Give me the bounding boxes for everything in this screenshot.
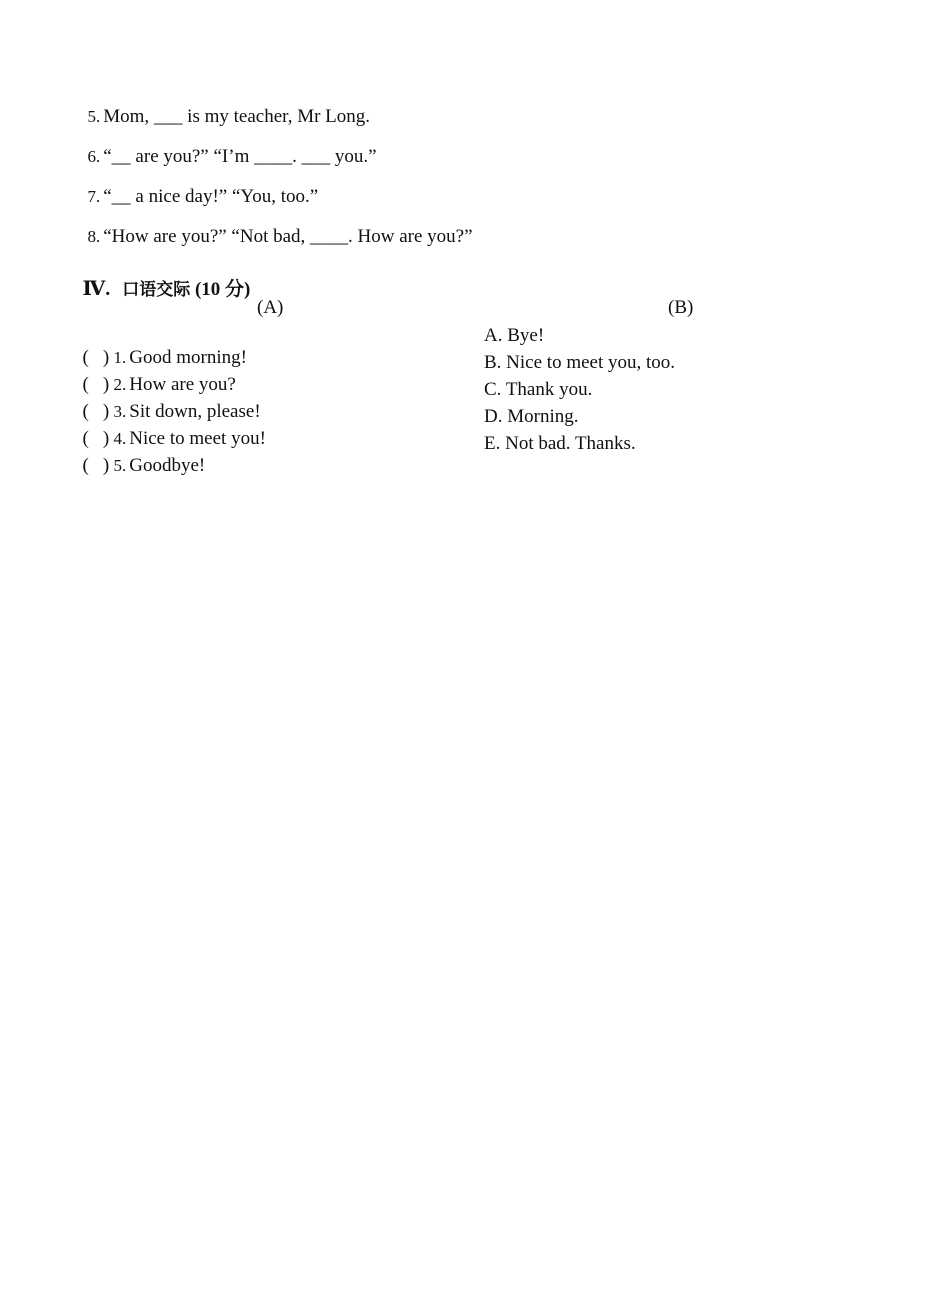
question-text: “How are you?” “Not bad, ____. How are you?”	[103, 226, 473, 247]
item-number: 5.	[113, 456, 127, 475]
match-b-item-b: B. Nice to meet you, too.	[484, 352, 676, 373]
item-text: Good morning!	[129, 347, 247, 368]
question-6	[78, 124, 377, 168]
section-name: 口语交际	[122, 280, 191, 300]
paren-open: (	[82, 428, 89, 449]
paren-open: (	[82, 374, 89, 395]
question-number: 8.	[87, 227, 101, 246]
question-number: 7.	[87, 187, 101, 206]
question-text: “__ are you?” “I’m ____. ___ you.”	[103, 146, 377, 167]
paren-close: )	[102, 455, 110, 476]
item-text: Goodbye!	[129, 455, 206, 476]
section-title	[73, 256, 250, 301]
paren-close: )	[102, 347, 110, 368]
match-b-item-c: C. Thank you.	[484, 379, 593, 400]
item-number: 3.	[113, 402, 127, 421]
item-text: How are you?	[129, 374, 236, 395]
item-number: 1.	[113, 348, 127, 367]
item-number: 4.	[113, 429, 127, 448]
question-8	[78, 204, 473, 248]
paren-open: (	[82, 347, 89, 368]
paren-close: )	[102, 374, 110, 395]
question-5	[78, 84, 370, 128]
match-b-item-d: D. Morning.	[484, 406, 579, 427]
section-score: (10 分)	[194, 279, 251, 300]
question-number: 6.	[87, 147, 101, 166]
paren-close: )	[102, 428, 110, 449]
column-b-header: (B)	[668, 297, 694, 318]
question-7	[78, 164, 318, 208]
paren-close: )	[102, 401, 110, 422]
match-a-item-5	[73, 433, 205, 477]
question-number: 5.	[87, 107, 101, 126]
item-text: Nice to meet you!	[129, 428, 266, 449]
section-number: Ⅳ.	[82, 278, 111, 300]
paren-open: (	[82, 455, 89, 476]
item-text: Sit down, please!	[129, 401, 261, 422]
match-b-item-e: E. Not bad. Thanks.	[484, 433, 636, 454]
column-a-header: (A)	[257, 297, 284, 318]
match-b-item-a: A. Bye!	[484, 325, 545, 346]
answer-blank[interactable]	[83, 455, 114, 477]
paren-open: (	[82, 401, 89, 422]
question-text: “__ a nice day!” “You, too.”	[103, 186, 319, 207]
question-text: Mom, ___ is my teacher, Mr Long.	[103, 106, 371, 127]
item-number: 2.	[113, 375, 127, 394]
